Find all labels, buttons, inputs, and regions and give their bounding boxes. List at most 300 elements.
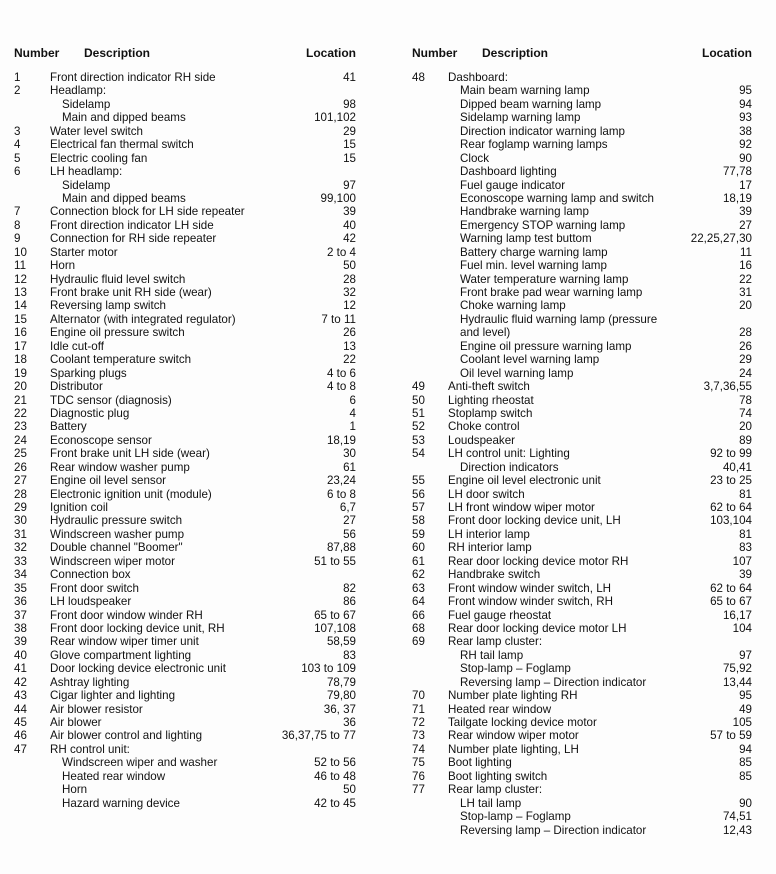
component-number: 39 (14, 635, 27, 649)
component-location: 24 (739, 366, 752, 380)
component-description: Water level switch (50, 124, 143, 138)
component-row (412, 716, 752, 729)
component-number: 36 (14, 595, 27, 609)
component-description: Coolant level warning lamp (460, 353, 600, 367)
component-number: 28 (14, 487, 27, 501)
component-location: 98 (343, 97, 356, 111)
component-description: Front direction indicator LH side (50, 218, 214, 232)
component-location: 3,7,36,55 (703, 380, 752, 394)
component-number: 2 (14, 84, 21, 98)
component-number: 60 (412, 541, 425, 555)
component-number: 12 (14, 272, 27, 286)
component-location: 49 (739, 702, 752, 716)
component-number: 54 (412, 447, 425, 461)
component-number: 35 (14, 581, 27, 595)
component-description: Windscreen wiper motor (50, 554, 175, 568)
component-number: 20 (14, 380, 27, 394)
component-location: 65 to 67 (314, 608, 356, 622)
component-number: 72 (412, 716, 425, 729)
component-subrow (14, 98, 356, 111)
number-header: Number (14, 46, 60, 60)
component-number: 63 (412, 581, 425, 595)
component-subrow (412, 205, 752, 218)
component-number: 17 (14, 339, 27, 353)
component-description: Coolant temperature switch (50, 353, 192, 367)
component-description: Sidelamp warning lamp (460, 111, 581, 125)
component-subrow (412, 246, 752, 259)
component-description: Dashboard: (448, 71, 508, 84)
component-location: 51 to 55 (314, 554, 356, 568)
component-row (14, 340, 356, 353)
component-subrow (412, 649, 752, 662)
component-description: Hydraulic pressure switch (50, 514, 183, 528)
component-location: 101,102 (314, 111, 356, 125)
component-description: Engine oil pressure warning lamp (460, 339, 632, 353)
component-number: 46 (14, 729, 27, 743)
component-number: 44 (14, 702, 27, 716)
component-description: Front door locking device unit, RH (50, 621, 225, 635)
component-number: 76 (412, 769, 425, 783)
component-number: 48 (412, 71, 425, 84)
component-number: 29 (14, 501, 27, 514)
component-number: 42 (14, 675, 27, 689)
component-number: 71 (412, 702, 425, 716)
component-subrow (412, 797, 752, 810)
component-description: Fuel gauge rheostat (448, 608, 552, 622)
component-location: 1 (349, 420, 356, 434)
component-description: Handbrake switch (448, 568, 541, 582)
component-location: 58,59 (326, 635, 356, 649)
component-location: 31 (739, 286, 752, 299)
component-location: 6,7 (339, 501, 356, 514)
component-location: 11 (739, 245, 752, 259)
component-location: 7 to 11 (321, 312, 356, 326)
component-number: 52 (412, 420, 425, 434)
component-row (412, 474, 752, 487)
component-location: 97 (739, 648, 752, 662)
component-row (14, 380, 356, 393)
component-number: 50 (412, 393, 425, 407)
component-row (14, 555, 356, 568)
component-number: 14 (14, 299, 27, 313)
component-location: 77,78 (722, 165, 752, 179)
component-row (412, 689, 752, 702)
component-location: 28 (343, 272, 356, 286)
component-location: 107 (732, 554, 752, 568)
component-number: 7 (14, 205, 21, 219)
component-row (14, 407, 356, 420)
component-row (412, 783, 752, 796)
component-location: 23 to 25 (710, 474, 752, 488)
component-row (412, 434, 752, 447)
component-description: Stoplamp switch (448, 406, 533, 420)
component-number: 4 (14, 138, 21, 152)
component-row (14, 71, 356, 84)
component-location: 74 (739, 406, 752, 420)
component-row (14, 528, 356, 541)
component-location: 104 (732, 621, 752, 635)
component-location: 28 (739, 326, 752, 340)
component-location: 99,100 (320, 191, 356, 205)
right-column-header (412, 46, 752, 66)
component-row (412, 609, 752, 622)
component-description: Oil level warning lamp (460, 366, 574, 380)
component-number: 68 (412, 621, 425, 635)
component-number: 21 (14, 393, 27, 407)
component-number: 1 (14, 71, 21, 84)
component-number: 31 (14, 527, 27, 541)
component-location: 15 (343, 151, 356, 165)
component-description: RH control unit: (50, 742, 130, 756)
component-row (14, 582, 356, 595)
component-description: LH front window wiper motor (448, 501, 595, 514)
component-number: 23 (14, 420, 27, 434)
component-description: Emergency STOP warning lamp (460, 218, 626, 232)
component-subrow (412, 179, 752, 192)
component-description: Number plate lighting, LH (448, 742, 579, 756)
component-description: Stop-lamp – Foglamp (460, 810, 571, 824)
component-row (412, 420, 752, 433)
component-location: 36 (343, 716, 356, 729)
left-component-list (14, 71, 356, 810)
component-location: 18,19 (326, 433, 356, 447)
component-description: Engine oil level sensor (50, 474, 167, 488)
component-location: 29 (343, 124, 356, 138)
component-location: 81 (739, 527, 752, 541)
component-description: Front brake unit RH side (wear) (50, 286, 212, 299)
component-row (412, 743, 752, 756)
component-description: Stop-lamp – Foglamp (460, 662, 571, 676)
component-number: 37 (14, 608, 27, 622)
component-number: 59 (412, 527, 425, 541)
component-row (14, 716, 356, 729)
component-location: 15 (343, 138, 356, 152)
component-row (412, 488, 752, 501)
component-location: 46 to 48 (314, 769, 356, 783)
component-location: 52 to 56 (314, 756, 356, 770)
component-location: 2 to 4 (326, 245, 356, 259)
component-description: LH tail lamp (460, 796, 522, 810)
location-header: Location (702, 46, 752, 60)
component-location: 29 (739, 353, 752, 367)
component-number: 43 (14, 689, 27, 703)
component-row (412, 501, 752, 514)
component-location: 57 to 59 (710, 729, 752, 743)
component-location: 16 (739, 259, 752, 273)
component-description: Main and dipped beams (62, 191, 186, 205)
component-row (412, 729, 752, 742)
component-description: Alternator (with integrated regulator) (50, 312, 236, 326)
component-description: Rear door locking device motor LH (448, 621, 627, 635)
component-row (14, 273, 356, 286)
component-description: Glove compartment lighting (50, 648, 192, 662)
component-row (412, 770, 752, 783)
component-description: Boot lighting (448, 756, 512, 770)
component-location: 26 (739, 339, 752, 353)
component-location: 22 (739, 272, 752, 286)
number-header: Number (412, 46, 458, 60)
component-subrow (412, 662, 752, 675)
component-number: 45 (14, 716, 27, 729)
component-description: Choke control (448, 420, 520, 434)
component-subrow (412, 824, 752, 837)
component-description: Rear window wiper timer unit (50, 635, 199, 649)
component-subrow (412, 138, 752, 151)
component-location: 97 (343, 178, 356, 192)
component-row (14, 313, 356, 326)
component-number: 75 (412, 756, 425, 770)
component-description: Fuel min. level warning lamp (460, 259, 607, 273)
component-description: Main and dipped beams (62, 111, 186, 125)
component-location: 83 (343, 648, 356, 662)
component-row (14, 488, 356, 501)
component-row (14, 394, 356, 407)
component-row (14, 286, 356, 299)
component-location: 38 (739, 124, 752, 138)
component-row (14, 367, 356, 380)
component-location: 42 (343, 232, 356, 246)
component-subrow (14, 179, 356, 192)
description-header: Description (482, 46, 549, 60)
component-location: 6 (349, 393, 356, 407)
component-number: 55 (412, 474, 425, 488)
component-number: 11 (14, 259, 27, 273)
component-location: 39 (343, 205, 356, 219)
component-description: Rear foglamp warning lamps (460, 138, 608, 152)
component-number: 49 (412, 380, 425, 394)
component-location: 12 (343, 299, 356, 313)
component-location: 20 (739, 299, 752, 313)
component-description: Dashboard lighting (460, 165, 557, 179)
component-number: 66 (412, 608, 425, 622)
component-description: Door locking device electronic unit (50, 662, 226, 676)
component-location: 32 (343, 286, 356, 299)
component-location: 105 (732, 716, 752, 729)
component-row (14, 743, 356, 756)
component-description: Lighting rheostat (448, 393, 534, 407)
component-location: 50 (343, 783, 356, 797)
component-number: 38 (14, 621, 27, 635)
component-subrow (412, 219, 752, 232)
component-subrow (412, 192, 752, 205)
component-description: Connection block for LH side repeater (50, 205, 245, 219)
component-description: Econoscope sensor (50, 433, 152, 447)
component-number: 56 (412, 487, 425, 501)
component-row (14, 420, 356, 433)
component-row (14, 541, 356, 554)
component-location: 4 to 8 (326, 380, 356, 394)
component-row (412, 380, 752, 393)
component-location: 95 (739, 689, 752, 703)
component-number: 24 (14, 433, 27, 447)
component-location: 22 (343, 353, 356, 367)
component-number: 51 (412, 406, 425, 420)
component-row (412, 514, 752, 527)
component-row (14, 326, 356, 339)
component-description: Tailgate locking device motor (448, 716, 597, 729)
component-location: 92 to 99 (710, 447, 752, 461)
component-subrow (412, 165, 752, 178)
component-location: 20 (739, 420, 752, 434)
component-row (412, 582, 752, 595)
component-location: 36,37,75 to 77 (281, 729, 356, 743)
component-location: 6 to 8 (326, 487, 356, 501)
component-location: 103,104 (710, 514, 752, 528)
component-location: 42 to 45 (314, 796, 356, 810)
component-description: Connection for RH side repeater (50, 232, 217, 246)
component-description: Electrical fan thermal switch (50, 138, 194, 152)
component-description: Starter motor (50, 245, 118, 259)
component-location: 78,79 (326, 675, 356, 689)
component-row (14, 447, 356, 460)
component-description: Ashtray lighting (50, 675, 130, 689)
component-row (412, 555, 752, 568)
component-row (14, 609, 356, 622)
component-location: 30 (343, 447, 356, 461)
component-location: 13 (343, 339, 356, 353)
component-row (14, 461, 356, 474)
component-location: 61 (343, 460, 356, 474)
component-subrow (14, 783, 356, 796)
component-location: 4 to 6 (326, 366, 356, 380)
component-description: TDC sensor (diagnosis) (50, 393, 172, 407)
component-number: 16 (14, 326, 27, 340)
component-subrow (412, 111, 752, 124)
component-description: Rear lamp cluster: (448, 635, 543, 649)
component-location: 92 (739, 138, 752, 152)
component-subrow (14, 770, 356, 783)
component-location: 103 to 109 (301, 662, 356, 676)
component-row (14, 568, 356, 581)
component-location: 93 (739, 111, 752, 125)
component-description: Choke warning lamp (460, 299, 566, 313)
component-location: 13,44 (722, 675, 752, 689)
component-subrow (412, 286, 752, 299)
component-description: Electric cooling fan (50, 151, 148, 165)
component-location: 4 (349, 406, 356, 420)
component-description: Heated rear window (448, 702, 552, 716)
component-location: 39 (739, 205, 752, 219)
component-location: 16,17 (722, 608, 752, 622)
component-number: 9 (14, 232, 21, 246)
component-location: 94 (739, 742, 752, 756)
component-description: Front direction indicator RH side (50, 71, 216, 84)
component-number: 3 (14, 124, 21, 138)
component-location: 95 (739, 84, 752, 98)
component-number: 77 (412, 783, 425, 797)
component-location: 81 (739, 487, 752, 501)
component-description: LH loudspeaker (50, 595, 132, 609)
component-number: 19 (14, 366, 27, 380)
component-subrow (412, 461, 752, 474)
component-row (14, 434, 356, 447)
component-description: Air blower (50, 716, 102, 729)
component-row (14, 232, 356, 245)
component-description: Clock (460, 151, 489, 165)
component-number: 30 (14, 514, 27, 528)
component-description: Horn (50, 259, 76, 273)
component-location: 85 (739, 756, 752, 770)
component-row (412, 568, 752, 581)
right-component-list (412, 71, 752, 837)
component-subrow (412, 313, 752, 326)
component-subrow (412, 259, 752, 272)
component-number: 70 (412, 689, 425, 703)
left-column (14, 46, 356, 810)
component-location: 79,80 (326, 689, 356, 703)
component-row (412, 635, 752, 648)
component-subrow (14, 192, 356, 205)
component-description: Rear door locking device motor RH (448, 554, 629, 568)
component-location: 83 (739, 541, 752, 555)
component-description: Sparking plugs (50, 366, 127, 380)
component-row (14, 84, 356, 97)
component-description: Rear lamp cluster: (448, 783, 543, 797)
component-location: 90 (739, 796, 752, 810)
component-number: 33 (14, 554, 27, 568)
component-location: 65 to 67 (710, 595, 752, 609)
component-subrow (412, 676, 752, 689)
component-description: Loudspeaker (448, 433, 516, 447)
component-description: Number plate lighting RH (448, 689, 578, 703)
component-subrow (412, 299, 752, 312)
component-description: Boot lighting switch (448, 769, 548, 783)
component-description: LH headlamp: (50, 165, 123, 179)
component-row (14, 676, 356, 689)
component-number: 32 (14, 541, 27, 555)
component-subrow (14, 797, 356, 810)
component-description: Air blower control and lighting (50, 729, 203, 743)
component-subrow (412, 98, 752, 111)
component-description: Engine oil level electronic unit (448, 474, 601, 488)
component-location: 12,43 (722, 823, 752, 837)
component-subrow (412, 326, 752, 339)
component-location: 87,88 (326, 541, 356, 555)
component-row (14, 125, 356, 138)
component-number: 25 (14, 447, 27, 461)
component-row (412, 447, 752, 460)
component-row (412, 756, 752, 769)
component-description: RH tail lamp (460, 648, 524, 662)
component-row (14, 165, 356, 178)
component-description: Diagnostic plug (50, 406, 130, 420)
component-row (412, 528, 752, 541)
component-location: 75,92 (722, 662, 752, 676)
component-row (412, 703, 752, 716)
component-subrow (412, 367, 752, 380)
component-number: 10 (14, 245, 27, 259)
component-location: 23,24 (326, 474, 356, 488)
component-description: Battery (50, 420, 87, 434)
component-row (14, 514, 356, 527)
component-description: Ignition coil (50, 501, 109, 514)
component-location: 27 (343, 514, 356, 528)
component-number: 26 (14, 460, 27, 474)
component-description: Reversing lamp – Direction indicator (460, 823, 647, 837)
component-description: Reversing lamp – Direction indicator (460, 675, 647, 689)
component-location: 18,19 (722, 191, 752, 205)
component-row (14, 138, 356, 151)
component-description: Front door locking device unit, LH (448, 514, 621, 528)
component-number: 8 (14, 218, 21, 232)
component-row (412, 71, 752, 84)
component-row (14, 205, 356, 218)
location-header: Location (306, 46, 356, 60)
component-subrow (412, 353, 752, 366)
component-row (14, 703, 356, 716)
component-description: Front door switch (50, 581, 139, 595)
description-header: Description (84, 46, 151, 60)
